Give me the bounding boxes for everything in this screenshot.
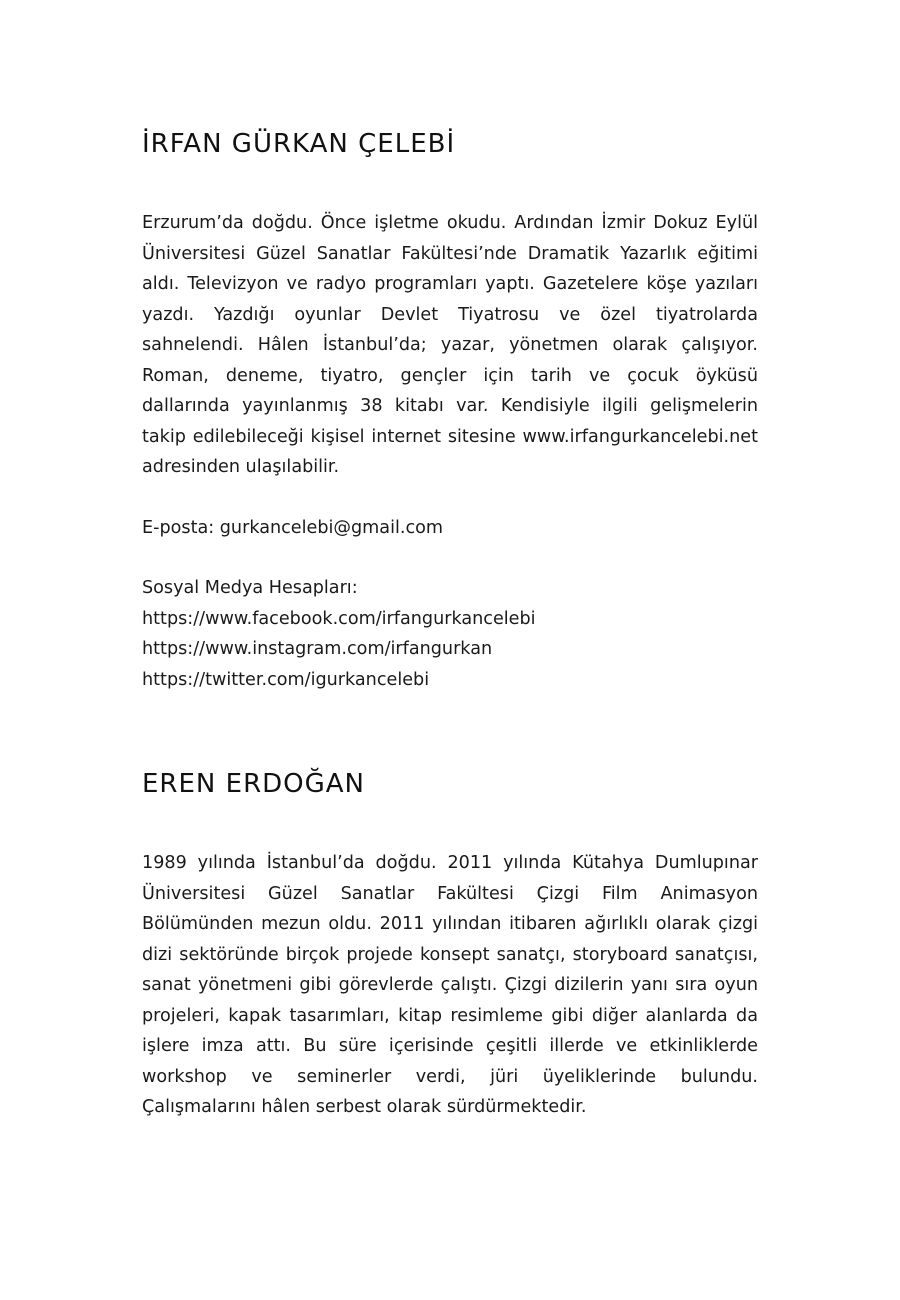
author-name: İRFAN GÜRKAN ÇELEBİ [142, 129, 456, 159]
author-bio [142, 124, 758, 695]
social-link-instagram[interactable]: https://www.instagram.com/irfangurkan [142, 639, 493, 659]
author-email: E-posta: gurkancelebi@gmail.com [142, 517, 444, 538]
social-link-twitter[interactable]: https://twitter.com/igurkancelebi [142, 669, 430, 690]
author-biography: Erzurum’da doğdu. Önce işletme okudu. Ardından İzmir Dokuz Eylül Üniversitesi Güzel Sanatlar Fakültesi’nde Dramatik Yazarlık eğitimi aldı. Televizyon ve radyo programları yaptı. Gazetelere köşe yazıları yazdı. Yazdığı oyunlar Devlet Tiyatrosu ve özel tiyatrolarda sahnelendi. Hâlen İstanbul’da; yazar, yönetmen olarak çalışıyor. Roman, deneme, tiyatro, gençler için tarih ve çocuk öyküsü dallarında yayınlanmış 38 kitabı var. Kendisiyle ilgili gelişmelerin takip edilebileceği kişisel internet sitesine www.irfangurkancelebi.net adresinden ulaşılabilir. [142, 213, 758, 477]
social-media-heading: Sosyal Medya Hesapları: [142, 578, 358, 598]
illustrator-name: EREN ERDOĞAN [142, 769, 365, 799]
illustrator-bio [142, 764, 758, 1123]
social-link-facebook[interactable]: https://www.facebook.com/irfangurkancelebi [142, 608, 536, 629]
illustrator-biography: 1989 yılında İstanbul’da doğdu. 2011 yılında Kütahya Dumlupınar Üniversitesi Güzel Sanatlar Fakültesi Çizgi Film Animasyon Bölümünden mezun oldu. 2011 yılından itibaren ağırlıklı olarak çizgi dizi sektöründe birçok projede konsept sanatçı, storyboard sanatçısı, sanat yönetmeni gibi görevlerde çalıştı. Çizgi dizilerin yanı sıra oyun projeleri, kapak tasarımları, kitap resimleme gibi diğer alanlarda da işlere imza attı. Bu süre içerisinde çeşitli illerde ve etkinliklerde workshop ve seminerler verdi, jüri üyeliklerinde bulundu. Çalışmalarını hâlen serbest olarak sürdürmektedir. [142, 853, 758, 1117]
